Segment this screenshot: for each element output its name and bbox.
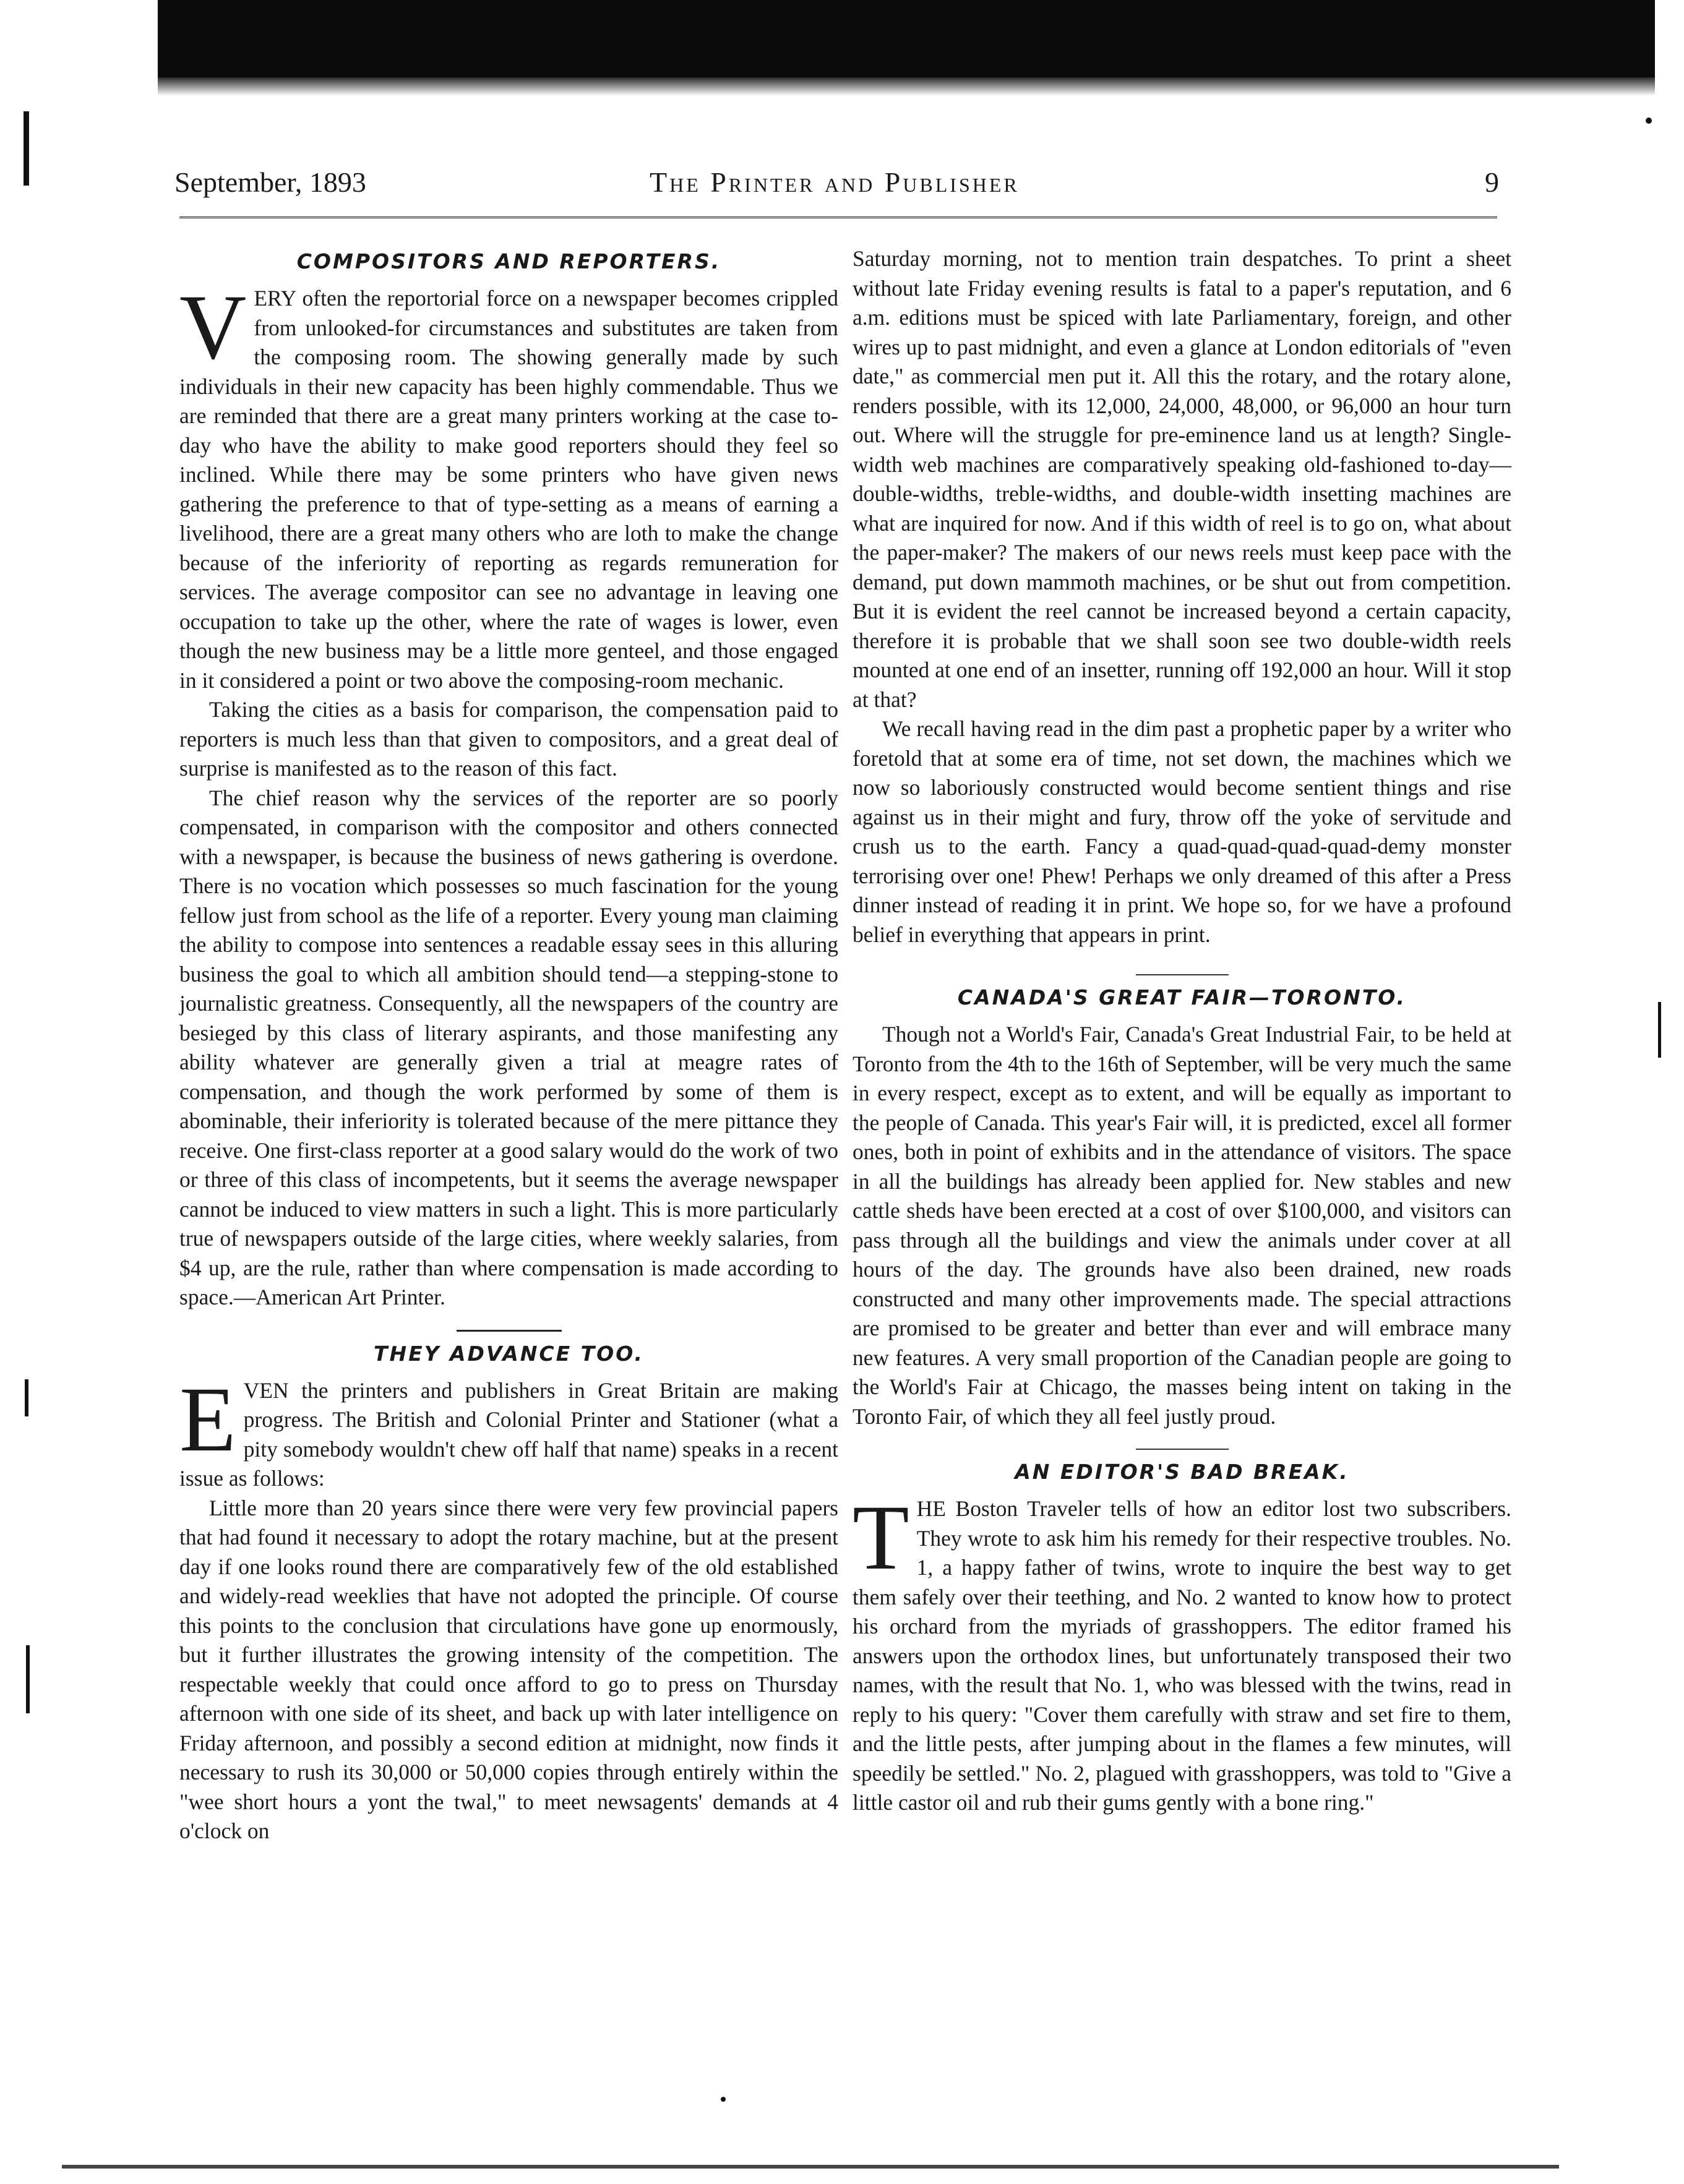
article-paragraph bbox=[853, 1486, 1511, 1818]
scan-top-shadow bbox=[158, 77, 1655, 96]
scan-top-border bbox=[158, 0, 1655, 77]
margin-mark-left-2 bbox=[25, 1379, 28, 1416]
left-column bbox=[179, 244, 838, 1846]
article-headline-compositors: COMPOSITORS AND REPORTERS. bbox=[296, 249, 721, 273]
paragraph-text: VEN the printers and publishers in Great Britain are making progress. The British and Colonial Printer and Stationer (what a pity somebody wouldn't chew off half that name) speaks in a recent issue as follows: bbox=[179, 1377, 838, 1491]
article-paragraph bbox=[179, 276, 838, 695]
paragraph-text: HE Boston Traveler tells of how an editor lost two subscribers. They wrote to ask him his remedy for their respective troubles. No. 1, a happy father of twins, wrote to inquire the best way to get them safely over their teething, and No. 2 wanted to know how to protect his orchard from the myriads of grasshoppers. The editor framed his answers upon the orthodox lines, but unfortunately transposed their two names, with the result that No. 1, who was blessed with the twins, read in reply to his query: "Cover them carefully with straw and set fire to them, and the little pests, after jumping about in the flames a few minutes, will speedily be settled." No. 2, plagued with grasshoppers, was told to "Give a little castor oil and rub their gums gently with a bone ring." bbox=[853, 1496, 1511, 1815]
section-divider bbox=[1136, 1449, 1229, 1450]
publication-title: The Printer and Publisher bbox=[650, 166, 1020, 198]
article-paragraph: Though not a World's Fair, Canada's Great Industrial Fair, to be held at Toronto from the 4th to the 16th of September, will be very much the same in every respect, except as to extent, and will be equally as important to the people of Canada. This year's Fair will, it is predicted, excel all former ones, both in point of exhibits and in the attendance of visitors. The space in all the buildings has already been applied for. New stables and new cattle sheds have been erected at a cost of over $100,000, and visitors can pass through all the buildings and view the animals under cover at all hours of the day. The grounds have also been drained, new roads constructed and many other improvements made. The special attractions are promised to be greater and better than ever and will embrace many new features. A very small proportion of the Canadian people are going to the World's Fair at Chicago, the masses being intent on taking in the Toronto Fair, of which they all feel justly proud. bbox=[853, 1022, 1511, 1429]
article-paragraph: Taking the cities as a basis for comparison, the compensation paid to reporters is much less than that given to compositors, and a great deal of surprise is manifested as to the reason of this fact. bbox=[179, 697, 838, 781]
article-headline-editor: AN EDITOR'S BAD BREAK. bbox=[1015, 1460, 1349, 1484]
article-headline-fair: CANADA'S GREAT FAIR—TORONTO. bbox=[957, 985, 1407, 1009]
article-paragraph: Saturday morning, not to mention train despatches. To print a sheet without late Friday evening results is fatal to a paper's reputation, and 6 a.m. editions must be spiced with late Parliamentary, foreign, and other wires up to past midnight, and even a glance at London editorials of "even date," as commercial men put it. All this the rotary, and the rotary alone, renders possible, with its 12,000, 24,000, 48,000, or 96,000 an hour turn out. Where will the struggle for pre-eminence land us at length? Single-width web machines are comparatively speaking old-fashioned to-day—double-widths, treble-widths, and double-width insetting machines are what are inquired for now. And if this width of reel is to go on, what about the paper-maker? The makers of our news reels must keep pace with the demand, put down mammoth machines, or be shut out from competition. But it is evident the reel cannot be increased beyond a certain capacity, therefore it is probable that we shall soon see two double-width reels mounted at one end of an insetter, running off 192,000 an hour. Will it stop at that? bbox=[853, 246, 1511, 712]
issue-date: September, 1893 bbox=[174, 166, 366, 198]
margin-mark-left-3 bbox=[26, 1645, 30, 1713]
scan-speck bbox=[1646, 118, 1652, 124]
margin-mark-right-1 bbox=[1658, 1002, 1661, 1058]
article-paragraph: Little more than 20 years since there were very few provincial papers that had found it necessary to adopt the rotary machine, but at the present day if one looks round there are comparatively few of the old established and widely-read weeklies that have not adopted the principle. Of course this points to the conclusion that circulations have gone up enormously, but it further illustrates the growing intensity of the competition. The respectable weekly that could once afford to go to press on Thursday afternoon with one side of its sheet, and back up with later intelligence on Friday afternoon, and possibly a second edition at midnight, now finds it necessary to rush its 30,000 or 50,000 copies through entirely within the "wee short hours a yont the twal," to meet newsagents' demands at 4 o'clock on bbox=[179, 1495, 838, 1843]
page-number: 9 bbox=[1485, 166, 1499, 198]
running-head bbox=[0, 166, 1684, 215]
scan-bottom-rule bbox=[62, 2165, 1559, 2169]
section-divider bbox=[457, 1330, 562, 1332]
section-divider bbox=[1136, 974, 1229, 975]
header-rule bbox=[179, 216, 1497, 218]
right-column bbox=[853, 244, 1511, 1818]
scan-speck bbox=[721, 2097, 726, 2102]
article-paragraph: We recall having read in the dim past a prophetic paper by a writer who foretold that at some era of time, not set down, the machines which we now so laboriously constructed would become sentient things and rise against us in their might and fury, throw off the yoke of servitude and crush us to the earth. Fancy a quad-quad-quad-quad-demy monster terrorising over one! Phew! Perhaps we only dreamed of this after a Press dinner instead of reading it in print. We hope so, for we have a profound belief in everything that appears in print. bbox=[853, 716, 1511, 947]
article-headline-advance: THEY ADVANCE TOO. bbox=[373, 1341, 645, 1366]
drop-cap: E bbox=[179, 1368, 236, 1471]
paragraph-text: ERY often the reportorial force on a newspaper becomes crippled from unlooked-for circumstances and substitutes are taken from the composing room. The showing generally made by such individuals in their new capacity has been highly commendable. Thus we are reminded that there are a great many printers working at the case to-day who have the ability to make good reporters should they feel so inclined. While there may be some printers who have given news gathering the preference to that of type-setting as a means of earning a livelihood, there are a great many others who are loth to make the change because of the inferiority of reporting as regards remuneration for services. The average compositor can see no advantage in leaving one occupation to take up the other, where the rate of wages is lower, even though the new business may be a little more genteel, and those engaged in it considered a point or two above the composing-room mechanic. bbox=[179, 286, 838, 693]
article-paragraph: The chief reason why the services of the reporter are so poorly compensated, in comparison with the compositor and others connected with a newspaper, is because the business of news gathering is overdone. There is no vocation which possesses so much fascination for the young fellow just from school as the life of a reporter. Every young man claiming the ability to compose into sentences a readable essay sees in this alluring business the goal to which all ambition should tend—a stepping-stone to journalistic greatness. Consequently, all the newspapers of the country are besieged by this class of literary aspirants, and those manifesting any ability whatever are generally given a trial at meagre rates of compensation, and though the work performed by some of them is abominable, their inferiority is tolerated because of the mere pittance they receive. One first-class reporter at a good salary would do the work of two or three of this class of incompetents, but it seems the average newspaper cannot be induced to view matters in such a light. This is more particularly true of newspapers outside of the large cities, where weekly salaries, from $4 up, are the rule, rather than where compensation is made according to space.—American Art Printer. bbox=[179, 785, 838, 1309]
drop-cap: T bbox=[853, 1486, 909, 1589]
drop-cap: V bbox=[179, 276, 247, 379]
article-paragraph bbox=[179, 1368, 838, 1494]
